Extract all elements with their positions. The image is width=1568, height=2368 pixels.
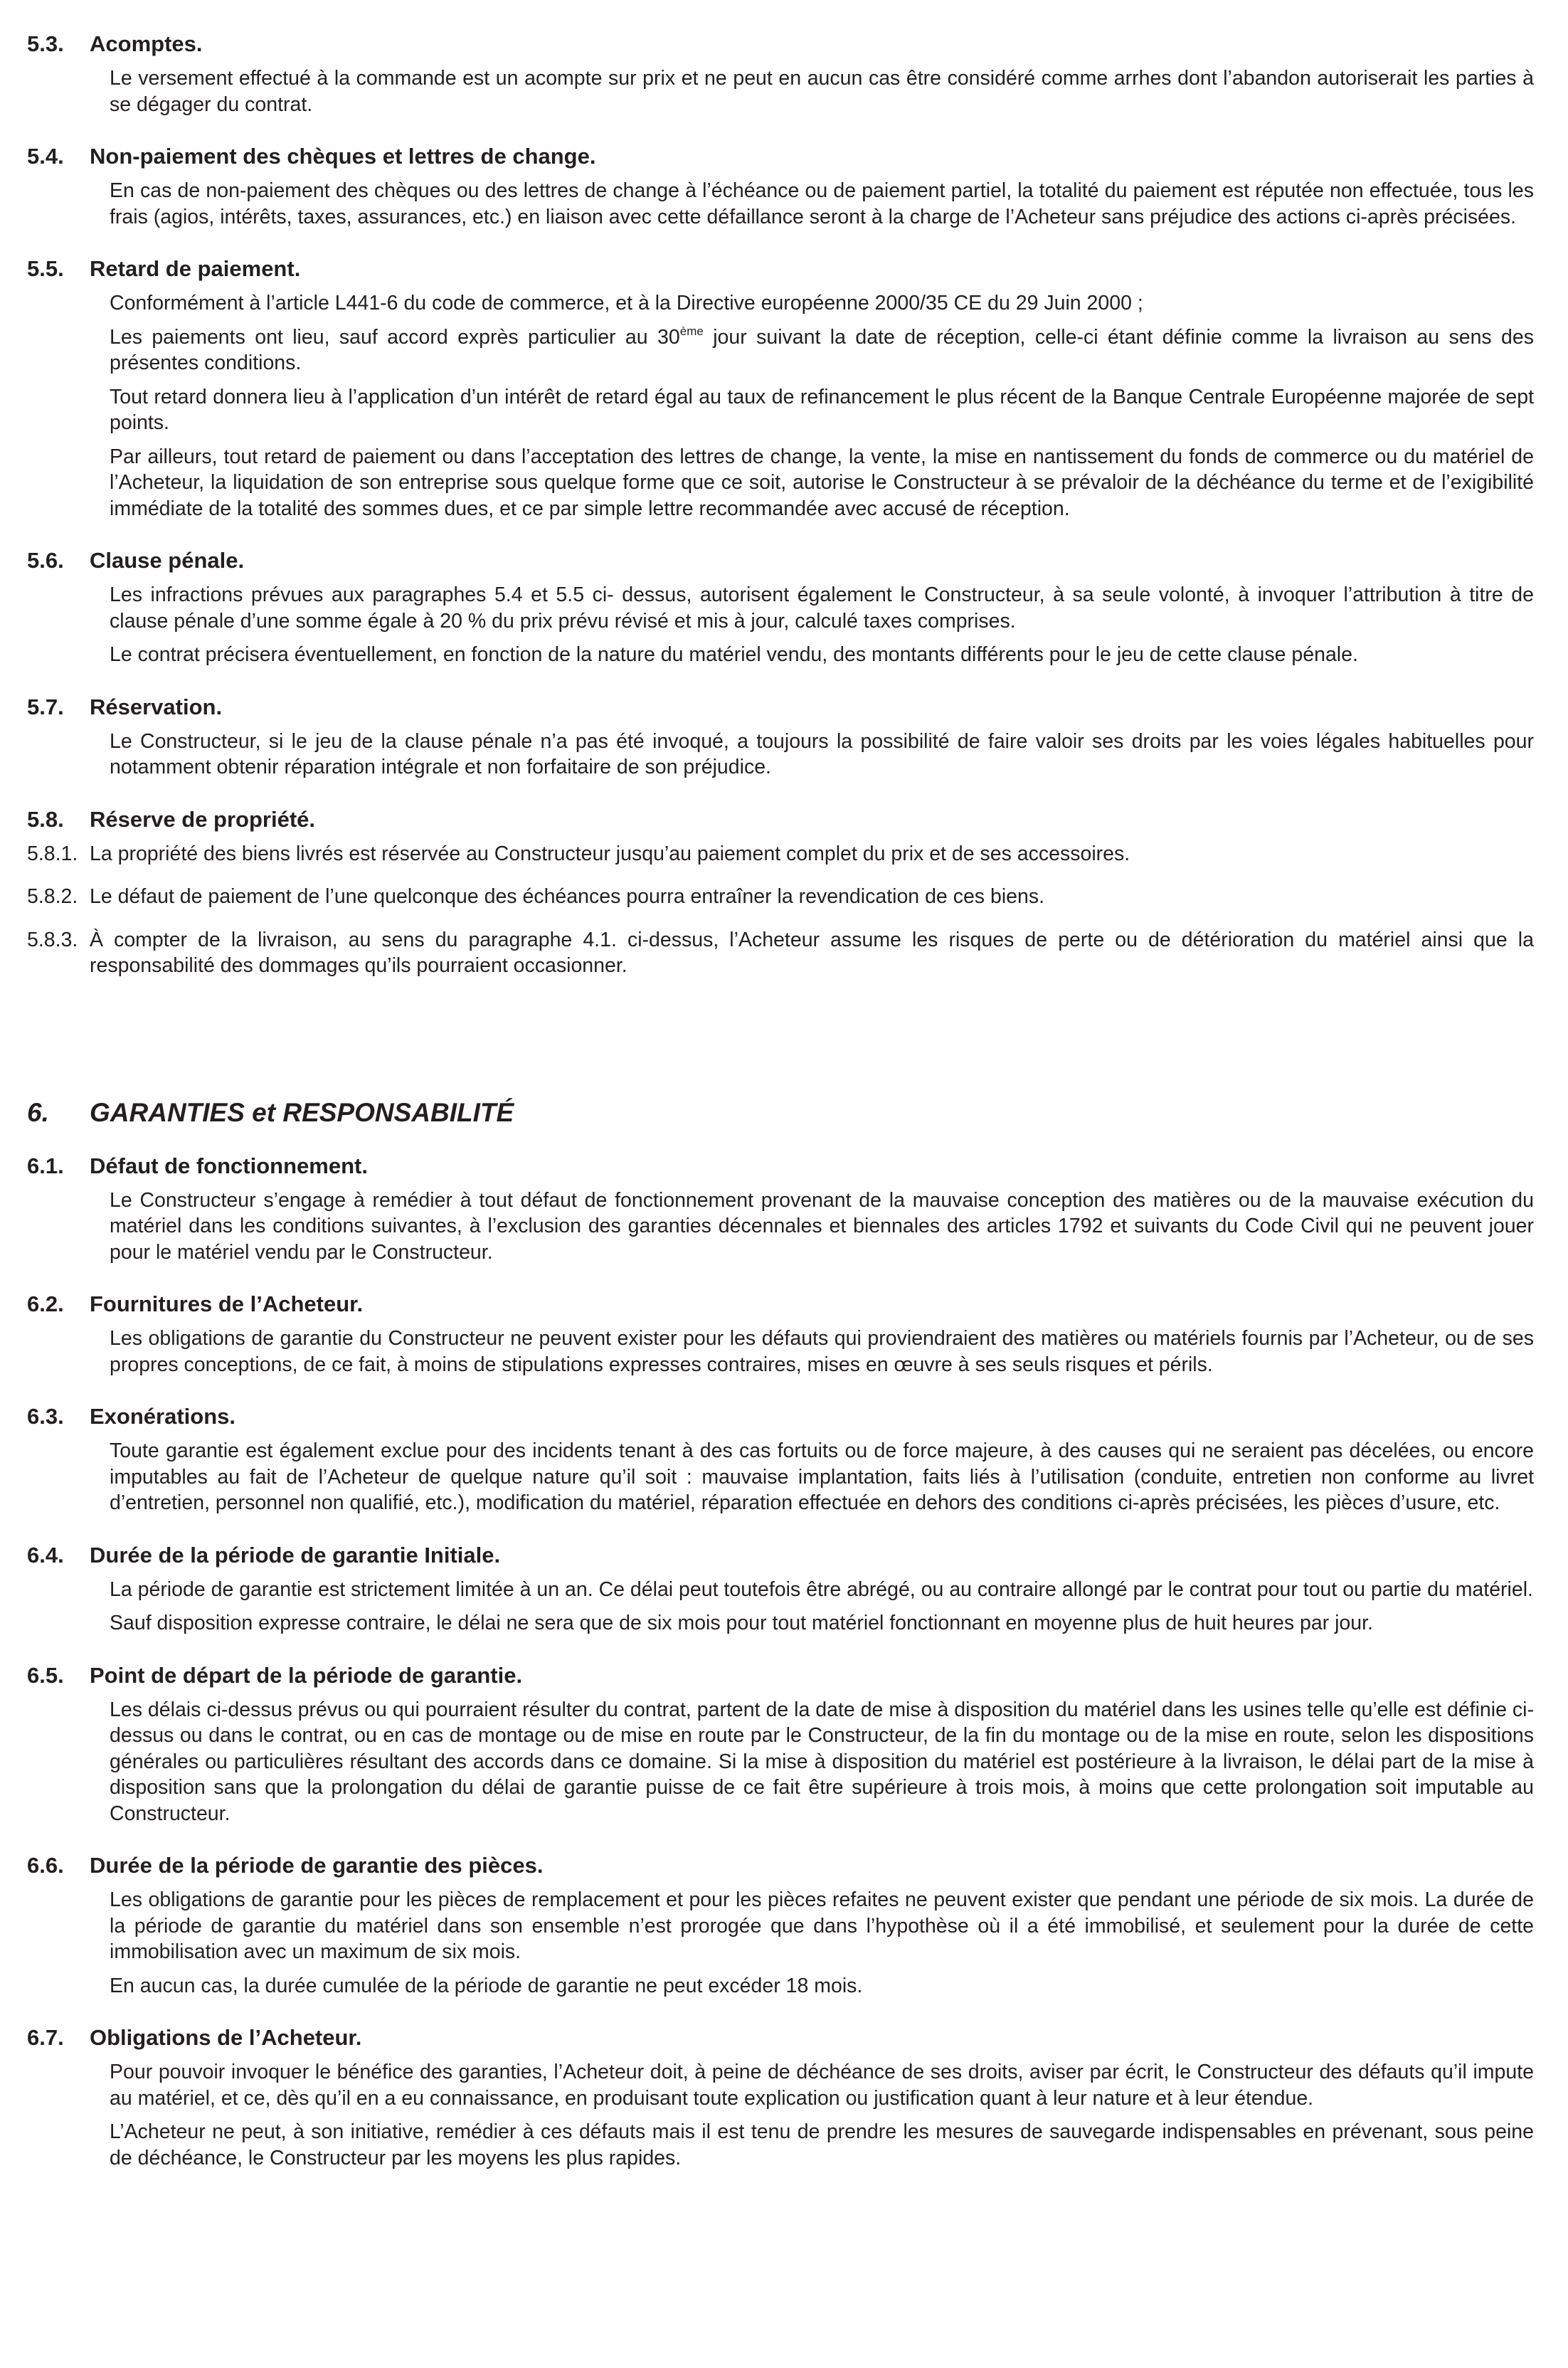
paragraph: Conformément à l’article L441-6 du code de commerce, et à la Directive européenne 2000/35 CE du 29 Juin 2000 ; <box>110 292 1143 314</box>
section-title: Obligations de l’Acheteur. <box>90 2025 362 2050</box>
section-spacer <box>27 2171 1534 2196</box>
section-spacer <box>27 1637 1534 1661</box>
section-spacer <box>27 1378 1534 1402</box>
section-number: 5.5. <box>27 256 64 281</box>
section-heading <box>27 1661 1534 1690</box>
subsection-number: 5.8.3. <box>27 928 78 951</box>
paragraph: La période de garantie est strictement limitée à un an. Ce délai peut toutefois être abrégé, ou au contraire allongé par le contrat pour tout ou partie du matériel. <box>110 1577 1533 1601</box>
section-heading <box>27 805 1534 834</box>
section-number: 5.3. <box>27 31 64 56</box>
section-heading <box>27 1152 1534 1180</box>
section-6-3 <box>27 1402 1534 1516</box>
section-number: 6.3. <box>27 1404 64 1429</box>
section-number: 5.4. <box>27 144 64 169</box>
section-number: 6.1. <box>27 1153 64 1178</box>
section-number: 6.4. <box>27 1542 64 1568</box>
paragraph: Le versement effectué à la commande est un acompte sur prix et ne peut en aucun cas être considéré comme arrhes dont l’abandon autoriserait les parties à se dégager du contrat. <box>110 67 1534 116</box>
paragraph: Les infractions prévues aux paragraphes 5.4 et 5.5 ci- dessus, autorisent également le Constructeur, à sa seule volonté, à invoquer l’attribution à titre de clause pénale d’une somme égale à 20 % du prix prévu révisé et mis à jour, calculé taxes comprises. <box>110 583 1534 633</box>
chapter-title: GARANTIES et RESPONSABILITÉ <box>90 1097 514 1127</box>
subsection-5-8-1 <box>27 841 1534 867</box>
section-heading <box>27 1541 1534 1570</box>
section-5-7 <box>27 693 1534 781</box>
section-title: Durée de la période de garantie des pièces. <box>90 1853 544 1878</box>
section-heading <box>27 2024 1534 2052</box>
section-title: Point de départ de la période de garantie. <box>90 1662 523 1688</box>
section-6-1 <box>27 1152 1534 1266</box>
paragraph: Le Constructeur, si le jeu de la clause pénale n’a pas été invoqué, a toujours la possibilité de faire valoir ses droits par les voies légales habituelles pour notamment obtenir réparation intégrale et non forfaitaire de son préjudice. <box>110 729 1534 778</box>
paragraph: Tout retard donnera lieu à l’application d’un intérêt de retard égal au taux de refinancement le plus récent de la Banque Centrale Européenne majorée de sept points. <box>110 385 1534 434</box>
section-spacer <box>27 1265 1534 1290</box>
chapter-heading <box>27 1096 1534 1129</box>
paragraph: Les délais ci-dessus prévus ou qui pourraient résulter du contrat, partent de la date de mise à disposition du matériel dans les usines telle qu’elle est définie ci-dessus ou dans le contrat, ou en cas de montage ou de mise en route par le Constructeur, de la fin du montage ou de la mise en route, selon les dispositions générales ou particulières résultant des accords dans ce domaine. Si la mise à disposition du matériel est postérieure à la livraison, le délai part de la mise à disposition sans que la prolongation du délai de garantie puisse de ce fait être supérieure à trois mois, à moins que cette prolongation soit imputable au Constructeur. <box>110 1698 1534 1825</box>
part-5-sections <box>27 30 1534 805</box>
section-title: Non-paiement des chèques et lettres de change. <box>90 144 596 169</box>
section-6-2 <box>27 1290 1534 1378</box>
paragraph <box>110 324 1534 376</box>
section-spacer <box>27 781 1534 805</box>
subsection-5-8-3 <box>27 927 1534 979</box>
paragraph: Le Constructeur s’engage à remédier à tout défaut de fonctionnement provenant de la mauvaise conception des matières ou de la mauvaise exécution du matériel dans les conditions suivantes, à l’exclusion des garanties décennales et biennales des articles 1792 et suivants du Code Civil qui ne peuvent jouer pour le matériel vendu par le Constructeur. <box>110 1188 1534 1264</box>
section-heading <box>27 1290 1534 1318</box>
paragraph: L’Acheteur ne peut, à son initiative, remédier à ces défauts mais il est tenu de prendre les mesures de sauvegarde indispensables en prévenant, sous peine de déchéance, le Constructeur par les moyens les plus rapides. <box>110 2120 1534 2169</box>
subsection-number: 5.8.1. <box>27 842 78 865</box>
section-heading <box>27 255 1534 283</box>
subsection-text: À compter de la livraison, au sens du paragraphe 4.1. ci-dessus, l’Acheteur assume les risques de perte ou de détérioration du matériel ainsi que la responsabilité des dommages qu’ils pourraient occasionner. <box>90 928 1534 977</box>
subsection-number: 5.8.2. <box>27 885 78 908</box>
paragraph: Pour pouvoir invoquer le bénéfice des garanties, l’Acheteur doit, à peine de déchéance de ses droits, aviser par écrit, le Constructeur des défauts qu’il impute au matériel, et ce, dès qu’il en a eu connaissance, en produisant toute explication ou justification quant à leur nature et à leur étendue. <box>110 2061 1534 2110</box>
subsection-5-8-2 <box>27 884 1534 910</box>
paragraph-text: Les paiements ont lieu, sauf accord exprès particulier au 30 <box>110 325 680 349</box>
section-spacer <box>27 1827 1534 1851</box>
section-title: Réserve de propriété. <box>90 806 316 832</box>
paragraph: En aucun cas, la durée cumulée de la période de garantie ne peut excéder 18 mois. <box>110 1974 863 1997</box>
section-5-4 <box>27 142 1534 230</box>
section-heading <box>27 693 1534 722</box>
section-6-5 <box>27 1661 1534 1827</box>
subsection-text: Le défaut de paiement de l’une quelconque des échéances pourra entraîner la revendication de ces biens. <box>90 885 1045 908</box>
subsection-text: La propriété des biens livrés est réservée au Constructeur jusqu’au paiement complet du prix et de ses accessoires. <box>90 842 1130 865</box>
section-number: 5.6. <box>27 548 64 573</box>
chapter-number: 6. <box>27 1097 49 1127</box>
section-5-3 <box>27 30 1534 117</box>
section-heading <box>27 142 1534 171</box>
section-title: Défaut de fonctionnement. <box>90 1153 368 1178</box>
section-title: Acomptes. <box>90 31 203 56</box>
section-spacer <box>27 1999 1534 2024</box>
section-spacer <box>27 1516 1534 1541</box>
section-heading <box>27 30 1534 58</box>
section-title: Retard de paiement. <box>90 256 301 281</box>
ordinal-superscript: ème <box>679 324 704 338</box>
section-number: 6.7. <box>27 2025 64 2050</box>
paragraph: Les obligations de garantie pour les pièces de remplacement et pour les pièces refaites ne peuvent exister que pendant une période de six mois. La durée de la période de garantie du matériel dans son ensemble n’est prorogée que dans l’hypothèse où il a été immobilisé, et seulement pour la durée de cette immobilisation avec un maximum de six mois. <box>110 1888 1534 1963</box>
paragraph: Le contrat précisera éventuellement, en fonction de la nature du matériel vendu, des montants différents pour le jeu de cette clause pénale. <box>110 643 1358 666</box>
section-5-8 <box>27 805 1534 979</box>
section-spacer <box>27 117 1534 142</box>
section-6-7 <box>27 2024 1534 2171</box>
section-number: 6.6. <box>27 1853 64 1878</box>
section-heading <box>27 1402 1534 1431</box>
paragraph: Par ailleurs, tout retard de paiement ou dans l’acceptation des lettres de change, la vente, la mise en nantissement du fonds de commerce ou du matériel de l’Acheteur, la liquidation de son entreprise sous quelque forme que ce soit, autorise le Constructeur à se prévaloir de la déchéance du terme et de l’exigibilité immédiate de la totalité des sommes dues, et ce par simple lettre recommandée avec accusé de réception. <box>110 445 1534 520</box>
section-number: 6.2. <box>27 1291 64 1316</box>
part-6-sections <box>27 1152 1534 2197</box>
section-5-6 <box>27 546 1534 668</box>
section-5-5 <box>27 255 1534 522</box>
section-6-4 <box>27 1541 1534 1637</box>
section-number: 5.7. <box>27 694 64 719</box>
section-6-6 <box>27 1851 1534 1999</box>
section-heading <box>27 1851 1534 1880</box>
section-spacer <box>27 230 1534 255</box>
section-title: Fournitures de l’Acheteur. <box>90 1291 364 1316</box>
section-number: 5.8. <box>27 806 64 832</box>
section-title: Réservation. <box>90 694 223 719</box>
section-title: Exonérations. <box>90 1404 235 1429</box>
section-number: 6.5. <box>27 1662 64 1688</box>
section-title: Clause pénale. <box>90 548 245 573</box>
section-title: Durée de la période de garantie Initiale. <box>90 1542 501 1568</box>
section-spacer <box>27 668 1534 693</box>
paragraph: Sauf disposition expresse contraire, le délai ne sera que de six mois pour tout matériel fonctionnant en moyenne plus de huit heures par jour. <box>110 1612 1373 1634</box>
paragraph: Les obligations de garantie du Constructeur ne peuvent exister pour les défauts qui proviendraient des matières ou matériels fournis par l’Acheteur, ou de ses propres conceptions, de ce fait, à moins de stipulations expresses contraires, mises en œuvre à ses seuls risques et périls. <box>110 1327 1534 1376</box>
paragraph-text: jour suivant la date de réception, celle-ci étant définie comme la livraison au sens des présentes conditions. <box>110 325 1535 374</box>
paragraph: Toute garantie est également exclue pour des incidents tenant à des cas fortuits ou de force majeure, à des causes qui ne seraient pas décelées, ou encore imputables au fait de l’Acheteur de quelque nature qu’il soit : mauvaise implantation, faits liés à l’utilisation (conduite, entretien non conforme au livret d’entretien, personnel non qualifié, etc.), modification du matériel, réparation effectuée en dehors des conditions ci-après précisées, les pièces d’usure, etc. <box>110 1439 1534 1514</box>
paragraph: En cas de non-paiement des chèques ou des lettres de change à l’échéance ou de paiement partiel, la totalité du paiement est réputée non effectuée, tous les frais (agios, intérêts, taxes, assurances, etc.) en liaison avec cette défaillance seront à la charge de l’Acheteur sans préjudice des actions ci-après précisées. <box>110 179 1534 228</box>
section-heading <box>27 546 1534 575</box>
section-spacer <box>27 522 1534 546</box>
